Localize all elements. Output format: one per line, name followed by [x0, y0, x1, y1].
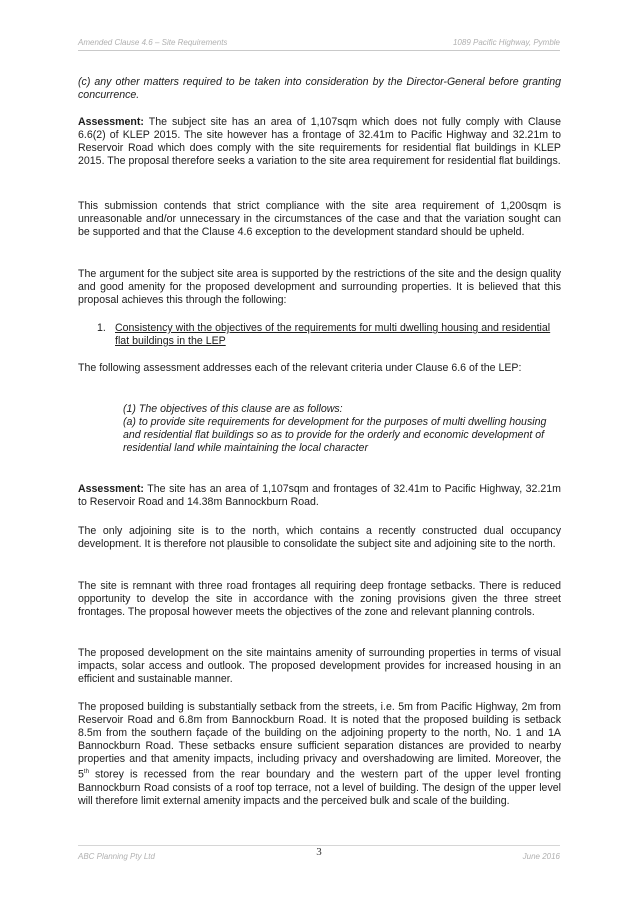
running-footer [78, 845, 560, 860]
page-number: 3 [316, 846, 322, 858]
header-site-address: 1089 Pacific Highway, Pymble [452, 38, 560, 47]
header-document-title: Amended Clause 4.6 – Site Requirements [78, 38, 228, 47]
argument-paragraph: The argument for the subject site area is supported by the restrictions of the site and the design quality and good amenity for the proposed development and surrounding properties. It is believed that this proposal achieves this through the following: [78, 268, 561, 306]
objectives-intro: (1) The objectives of this clause are as follows: [123, 403, 343, 415]
list-item-number: 1. [97, 322, 106, 334]
assessment-text: The subject site has an area of 1,107sqm which does not fully comply with Clause 6.6(2) of KLEP 2015. The site however has a frontage of 32.41m to Pacific Highway and 32.21m to Reservoir Road which does comply with the site requirements for residential flat buildings in KLEP 2015. The proposal therefore seeks a variation to the site area requirement for residential flat buildings. [78, 116, 561, 167]
list-item-heading: Consistency with the objectives of the requirements for multi dwelling housing and residential flat buildings in the LEP [115, 322, 551, 347]
objective-a: (a) to provide site requirements for development for the purposes of multi dwelling housing and residential flat buildings so as to provide for the orderly and economic development of residential land while maintaining the local character [123, 416, 547, 454]
assessment-label: Assessment: [78, 483, 144, 495]
footer-date: June 2016 [522, 852, 560, 861]
remnant-site-paragraph: The site is remnant with three road frontages all requiring deep frontage setbacks. There is reduced opportunity to develop the site in accordance with the zoning provisions given the three street frontages. The proposal however meets the objectives of the zone and relevant planning controls. [78, 580, 561, 618]
assessment-label: Assessment: [78, 116, 144, 128]
assessment-paragraph-2 [78, 483, 561, 509]
setback-text-start: The proposed building is substantially setback from the streets, i.e. 5m from Pacific Highway, 2m from Reservoir Road and 6.8m from Bannockburn Road. It is noted that the proposed building is setback 8.5m from the southern façade of the building on the adjoining property to the north, No. 1 and 1A Bannockburn Road. These setbacks ensure sufficient separation distances are provided to nearby properties and that amenity impacts, including privacy and overshadowing are limited. Moreover, the 5 [78, 701, 561, 781]
assessment-paragraph-1 [78, 116, 561, 168]
footer-company: ABC Planning Pty Ltd [78, 852, 155, 861]
contends-paragraph: This submission contends that strict compliance with the site area requirement of 1,200sqm is unreasonable and/or unnecessary in the circumstances of the case and that the variation sought can be supported and that the Clause 4.6 exception to the development standard should be upheld. [78, 200, 561, 238]
amenity-paragraph: The proposed development on the site maintains amenity of surrounding properties in terms of visual impacts, solar access and outlook. The proposed development provides for increased housing in an efficient and sustainable manner. [78, 647, 561, 685]
numbered-list-item [97, 322, 557, 348]
running-header [78, 38, 560, 51]
setback-paragraph [78, 701, 561, 808]
clause-c-paragraph: (c) any other matters required to be taken into consideration by the Director-General before granting concurrence. [78, 76, 561, 101]
following-assessment-paragraph: The following assessment addresses each of the relevant criteria under Clause 6.6 of the LEP: [78, 362, 522, 374]
ordinal-superscript: th [83, 769, 89, 775]
assessment-text: The site has an area of 1,107sqm and frontages of 32.41m to Pacific Highway, 32.21m to Reservoir Road and 14.38m Bannockburn Road. [78, 483, 561, 508]
adjoining-site-paragraph: The only adjoining site is to the north, which contains a recently constructed dual occupancy development. It is therefore not plausible to consolidate the subject site and adjoining site to the north. [78, 525, 561, 550]
setback-text-end: storey is recessed from the rear boundary and the western part of the upper level fronting Bannockburn Road consists of a roof top terrace, not a level of building. The design of the upper level will therefore limit external amenity impacts and the perceived bulk and scale of the building. [78, 768, 561, 807]
